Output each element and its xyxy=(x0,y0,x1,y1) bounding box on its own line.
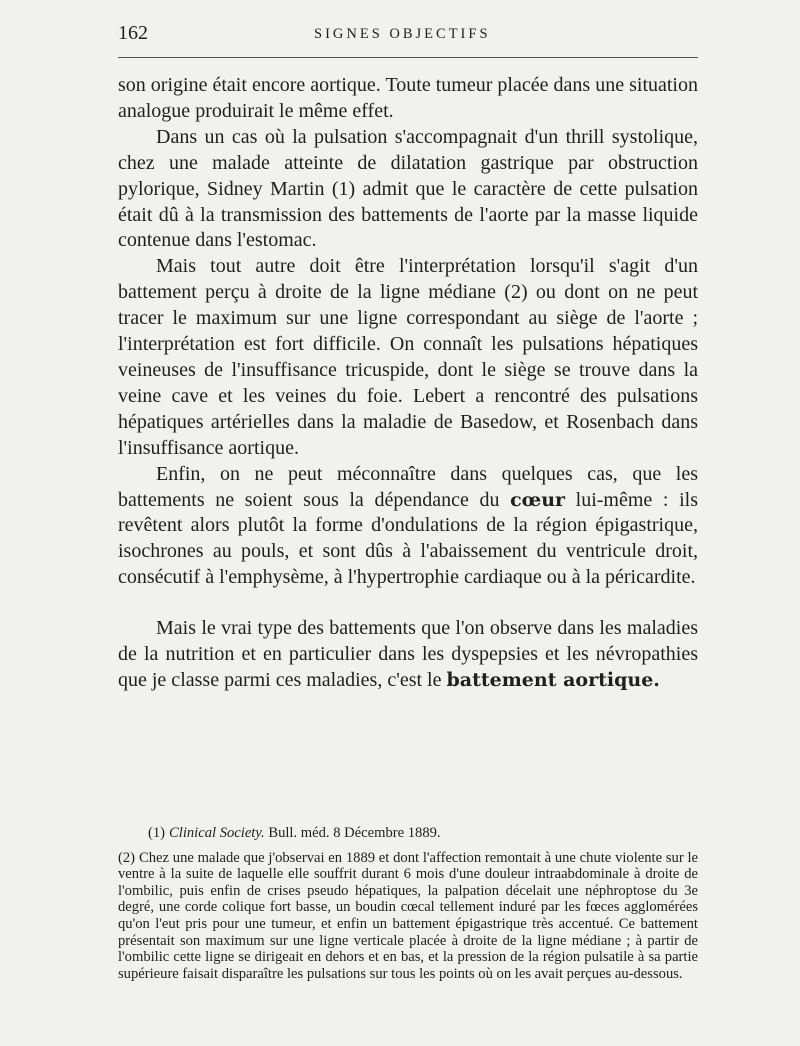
paragraph-2: Dans un cas où la pulsation s'accompagnait d'un thrill systolique, chez une malade atteinte de dilatation gastrique par obstruction pylorique, Sidney Martin (1) admit que le caractère de cette pulsation était dû à la transmission des battements de l'aorte par la masse liquide contenue dans l'estomac. xyxy=(118,125,698,252)
emphasis-coeur: cœur xyxy=(510,488,566,511)
footnotes xyxy=(118,825,698,982)
paragraph-4 xyxy=(118,462,698,592)
paragraph-1: son origine était encore aortique. Toute tumeur placée dans une situation analogue produirait le même effet. xyxy=(118,74,698,122)
footnote-2 xyxy=(118,850,698,983)
footnote-1 xyxy=(118,825,698,842)
emphasis-battement-aortique: battement aortique. xyxy=(446,668,660,691)
paragraph-5-text: Mais le vrai type des battements que l'on observe dans les maladies de la nutrition et en particulier dans les dyspepsies et les névropathies que je classe parmi ces maladies, c'est le xyxy=(118,617,698,691)
paragraph-3: Mais tout autre doit être l'interprétation lorsqu'il s'agit d'un battement perçu à droite de la ligne médiane (2) ou dont on ne peut tracer le maximum sur une ligne correspondant au siège de l'aorte ; l'interprétation est fort difficile. On connaît les pulsations hépatiques veineuses de l'insuffisance tricuspide, dont le siège se trouve dans la veine cave et les veines du foie. Lebert a rencontré des pulsations hépatiques artérielles dans la maladie de Basedow, et Rosenbach dans l'insuffisance aortique. xyxy=(118,255,698,459)
footnote-2-number: (2) xyxy=(118,849,136,866)
paragraph-4-text-after: lui-même : ils revêtent alors plutôt la forme d'ondulations de la région épigastrique, isochrones au pouls, et sont dûs à l'abaissement du ventricule droit, consécutif à l'emphysème, à l'hypertrophie cardiaque ou à la péricardite. xyxy=(118,488,698,589)
footnote-1-text: Bull. méd. 8 Décembre 1889. xyxy=(264,825,441,841)
running-title: SIGNES OBJECTIFS xyxy=(314,26,491,42)
paragraph-5 xyxy=(118,616,698,694)
footnote-2-text: Chez une malade que j'observai en 1889 et dont l'affection remontait à une chute violente sur le ventre à la suite de laquelle elle souffrit durant 6 mois d'une douleur intraabdominale à droite de l'ombilic, puis enfin de crises pseudo hépatiques, la palpation décelait une néphroptose du 3e degré, une corde colique fort basse, un boudin cœcal tellement induré par les fœces agglomérées qu'on l'eut pris pour une tumeur, et enfin un battement épigastrique très accentué. Ce battement présentait son maximum sur une ligne verticale placée à droite de la ligne médiane ; à partir de l'ombilic cette ligne se dirigeait en dehors et en bas, et la pression de la région pulsatile à sa partie supérieure faisait disparaître les pulsations sur tous les points où on les avait perçues au-dessous. xyxy=(118,849,698,982)
footnote-1-source: Clinical Society. xyxy=(169,825,265,841)
paragraph-4-text-before: Enfin, on ne peut méconnaître dans quelques cas, que les battements ne soient sous la dépendance du xyxy=(118,462,698,511)
page-number: 162 xyxy=(118,22,148,44)
header-rule xyxy=(118,57,698,58)
page-header xyxy=(118,22,698,52)
body-text xyxy=(118,73,698,694)
footnote-1-number: (1) xyxy=(148,825,166,841)
